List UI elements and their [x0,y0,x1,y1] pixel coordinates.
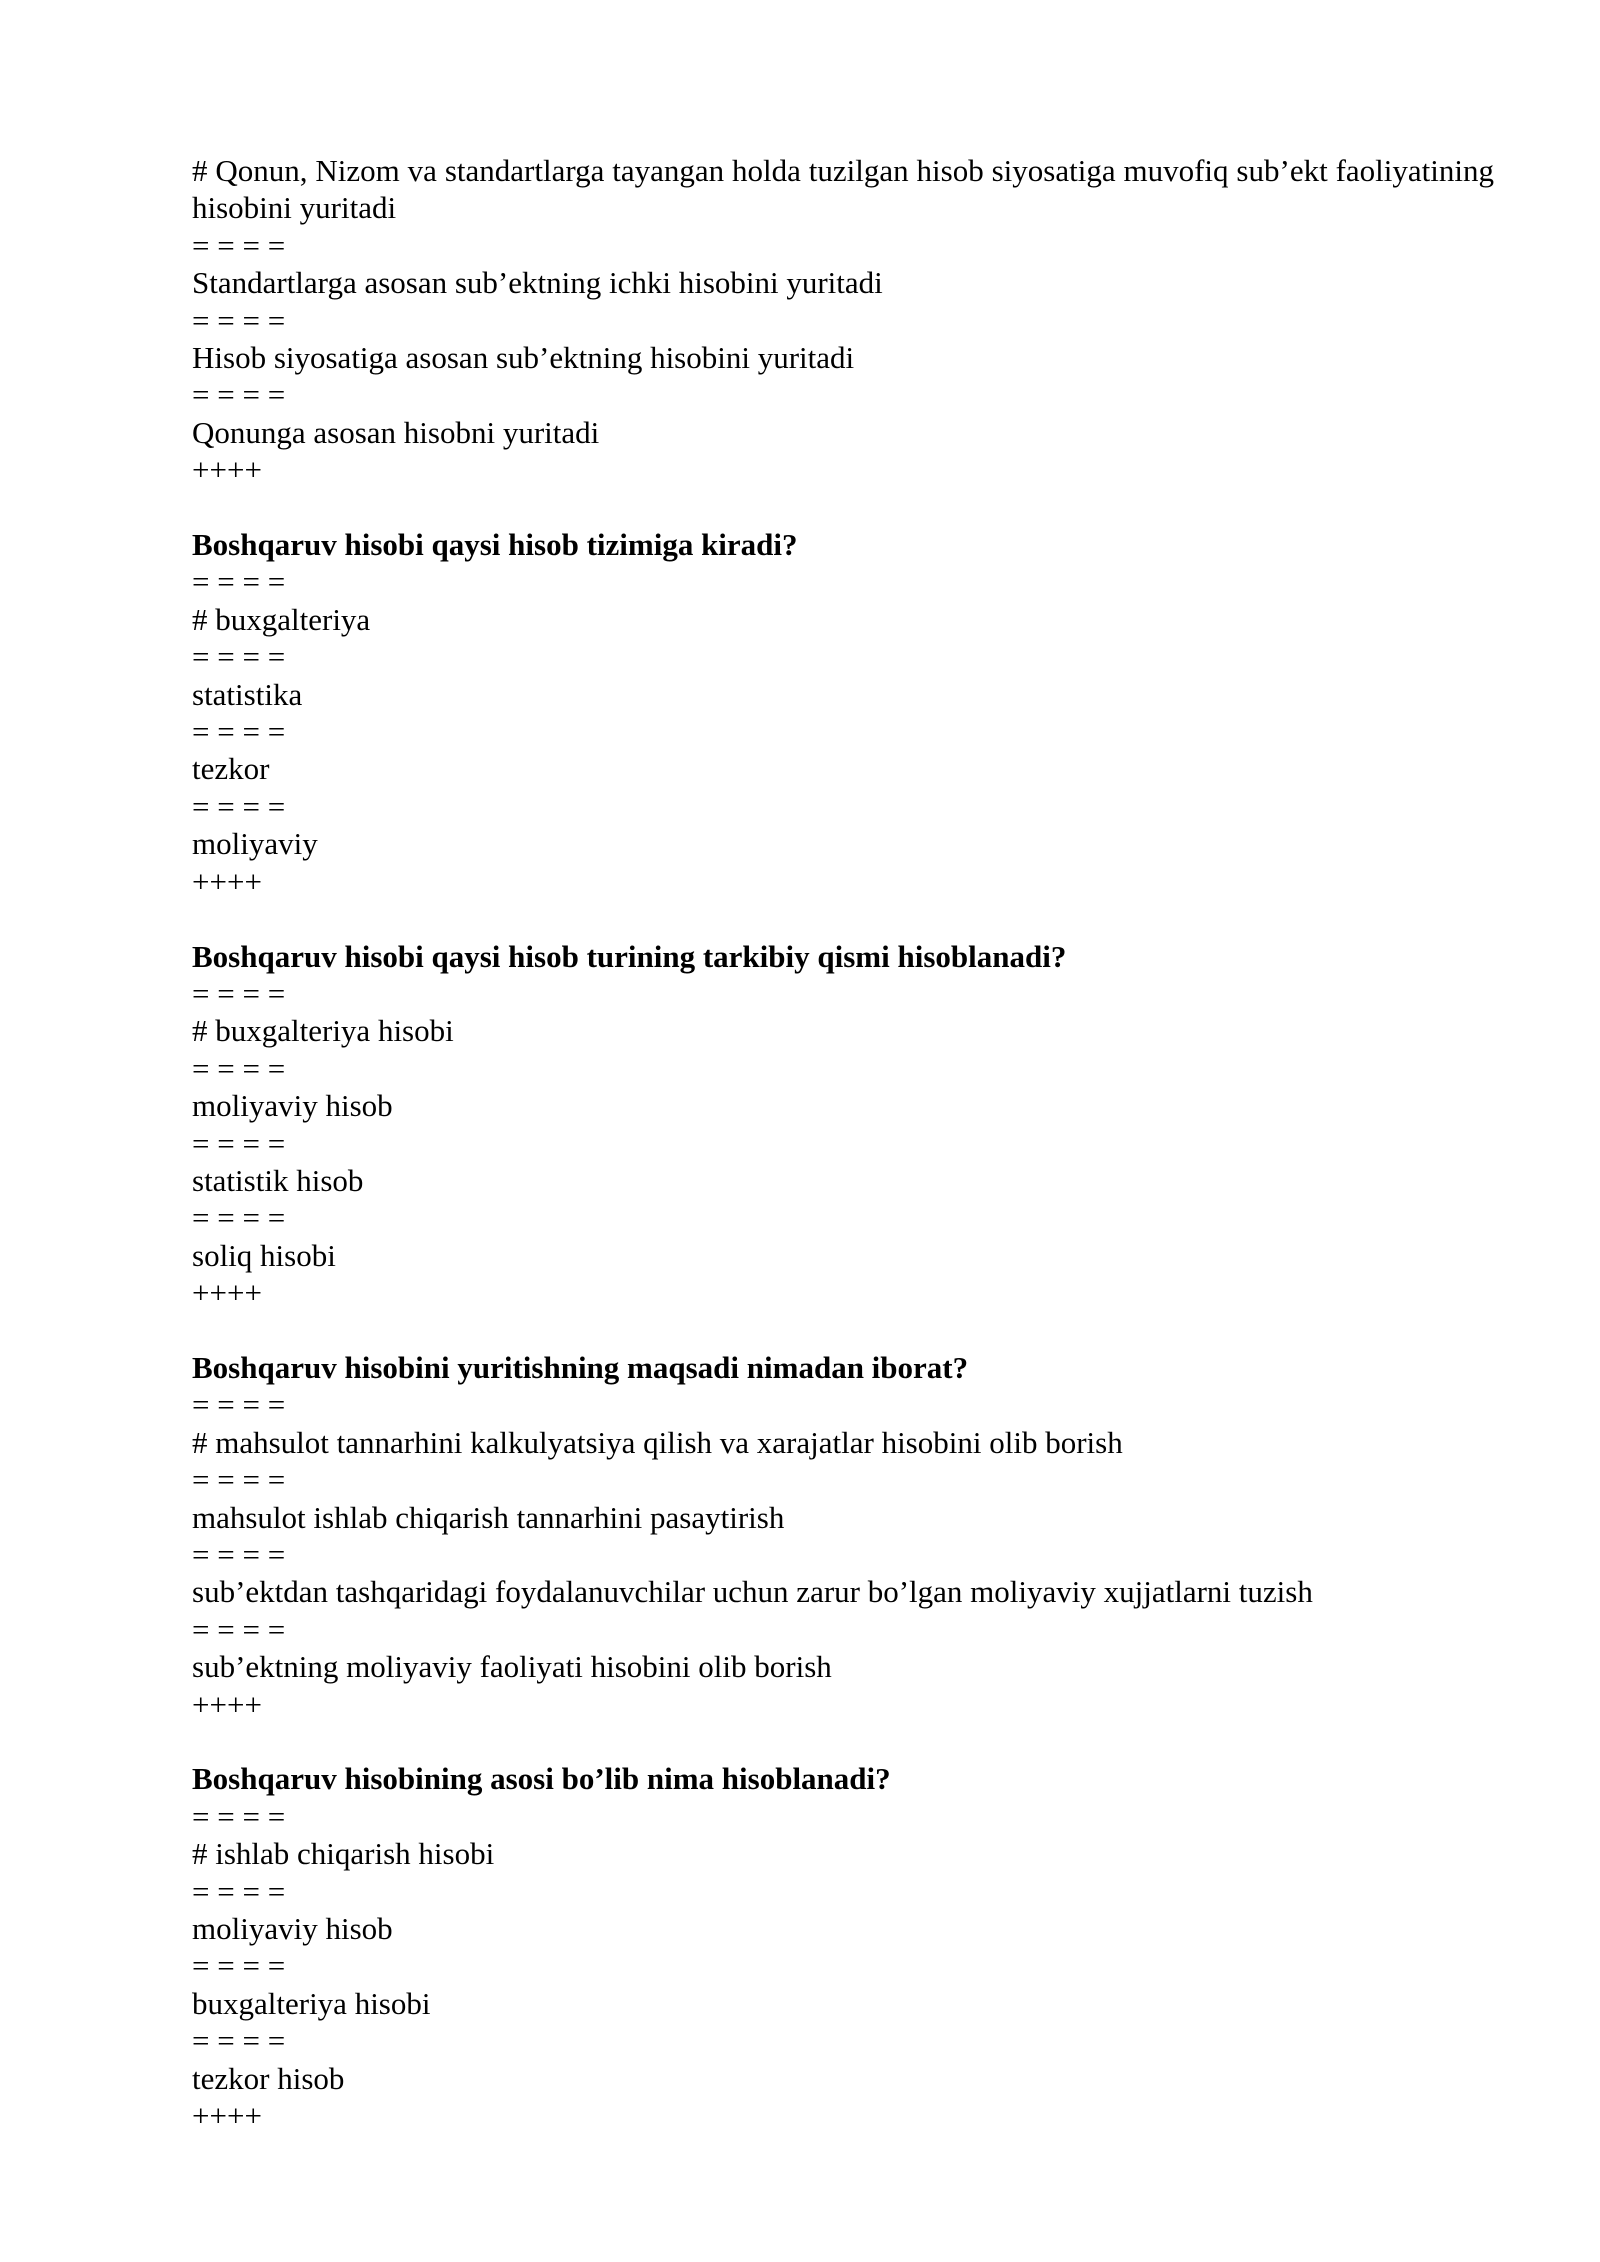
option-separator: = = = = [192,639,286,675]
answer-option-correct: # buxgalteriya [192,601,371,637]
question-block [192,526,1494,900]
document-page [192,152,1494,2134]
question-text: Boshqaruv hisobi qaysi hisob turining tarkibiy qismi hisoblanadi? [192,938,1067,974]
answer-option-correct: # buxgalteriya hisobi [192,1013,454,1049]
spacer [192,900,1494,937]
option-separator: = = = = [192,1798,286,1834]
option-separator: = = = = [192,1536,286,1572]
answer-option-correct: # Qonun, Nizom va standartlarga tayangan holda tuzilgan hisob siyosatiga muvofiq sub’ekt faoliyatining hisobini yuritadi [192,153,1494,226]
option-separator: = = = = [192,1873,286,1909]
option-separator: = = = = [192,564,286,600]
question-block [192,1349,1494,1723]
answer-option: moliyaviy hisob [192,1911,393,1947]
answer-option: tezkor hisob [192,2060,345,2096]
question-end-marker: ++++ [192,863,262,899]
option-separator: = = = = [192,714,286,750]
option-separator: = = = = [192,1462,286,1498]
answer-option-correct: # mahsulot tannarhini kalkulyatsiya qilish va xarajatlar hisobini olib borish [192,1424,1123,1460]
option-separator: = = = = [192,302,286,338]
option-separator: = = = = [192,227,286,263]
question-block [192,152,1494,489]
answer-option: statistik hisob [192,1162,364,1198]
answer-option: buxgalteriya hisobi [192,1985,431,2021]
question-text: Boshqaruv hisobini yuritishning maqsadi nimadan iborat? [192,1349,969,1385]
question-end-marker: ++++ [192,1686,262,1722]
answer-option: statistika [192,676,303,712]
answer-option: Standartlarga asosan sub’ektning ichki hisobini yuritadi [192,265,883,301]
answer-option: soliq hisobi [192,1237,336,1273]
answer-option: tezkor [192,751,270,787]
answer-option: sub’ektning moliyaviy faoliyati hisobini olib borish [192,1649,832,1685]
option-separator: = = = = [192,788,286,824]
option-separator: = = = = [192,1200,286,1236]
answer-option: mahsulot ishlab chiqarish tannarhini pasaytirish [192,1499,785,1535]
option-separator: = = = = [192,1387,286,1423]
answer-option-correct: # ishlab chiqarish hisobi [192,1836,495,1872]
answer-option: moliyaviy [192,826,318,862]
answer-option: Qonunga asosan hisobni yuritadi [192,414,600,450]
question-text: Boshqaruv hisobining asosi bo’lib nima hisoblanadi? [192,1761,891,1797]
option-separator: = = = = [192,975,286,1011]
option-separator: = = = = [192,2023,286,2059]
question-block [192,1760,1494,2134]
answer-option: moliyaviy hisob [192,1088,393,1124]
question-end-marker: ++++ [192,452,262,488]
question-end-marker: ++++ [192,2098,262,2134]
option-separator: = = = = [192,1125,286,1161]
option-separator: = = = = [192,1050,286,1086]
answer-option: sub’ektdan tashqaridagi foydalanuvchilar uchun zarur bo’lgan moliyaviy xujjatlarni tuzish [192,1574,1313,1610]
option-separator: = = = = [192,1611,286,1647]
spacer [192,489,1494,526]
spacer [192,1723,1494,1760]
option-separator: = = = = [192,377,286,413]
option-separator: = = = = [192,1948,286,1984]
spacer [192,1312,1494,1349]
question-end-marker: ++++ [192,1275,262,1311]
question-text: Boshqaruv hisobi qaysi hisob tizimiga kiradi? [192,527,798,563]
answer-option: Hisob siyosatiga asosan sub’ektning hisobini yuritadi [192,340,855,376]
question-block [192,938,1494,1312]
